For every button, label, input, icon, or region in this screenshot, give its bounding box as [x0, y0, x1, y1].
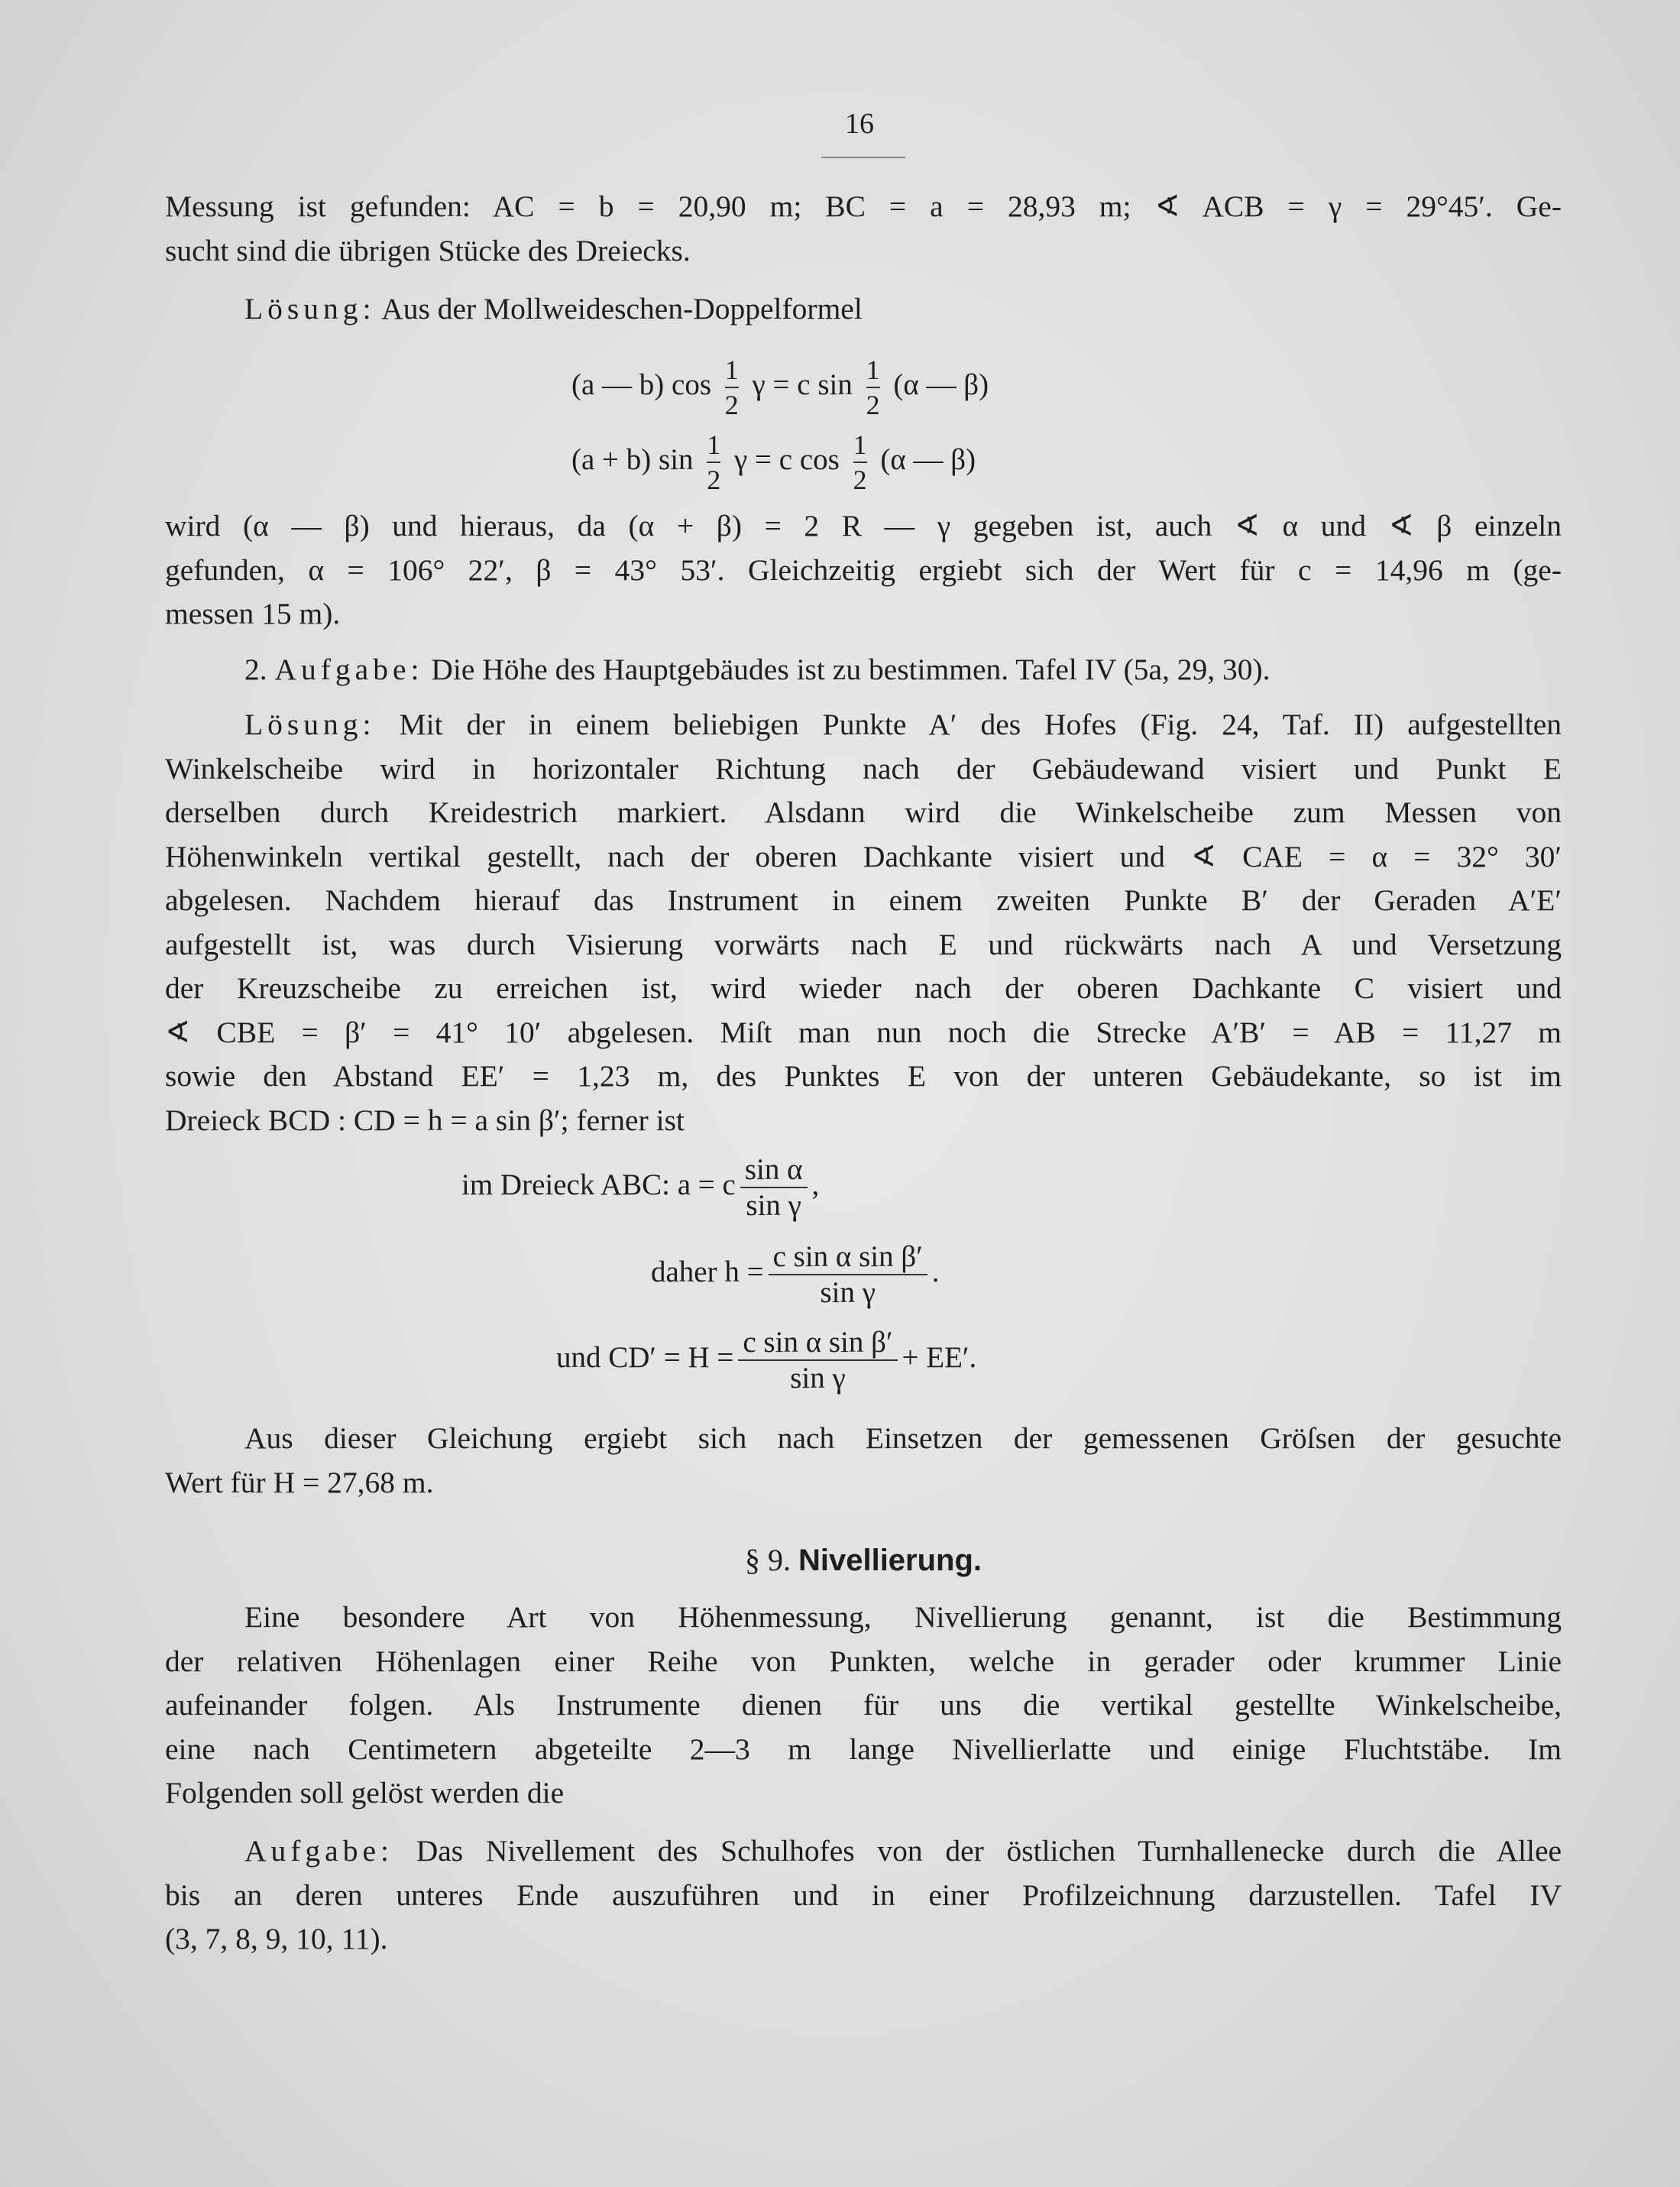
formula-term: (α — β)	[880, 442, 976, 476]
fraction-numerator: c sin α sin β′	[738, 1325, 897, 1361]
formula-term: γ = c sin	[752, 368, 853, 401]
text-line: messen 15 m).	[165, 597, 341, 630]
text-line: abgelesen. Nachdem hierauf das Instrument in einem zweiten Punkte B′ der Geraden A′E′	[165, 883, 1562, 917]
text-line: sowie den Abstand EE′ = 1,23 m, des Punktes E von der unteren Gebäudekante, so ist im	[165, 1059, 1562, 1093]
text-line: Dreieck BCD : CD = h = a sin β′; ferner ist	[165, 1103, 685, 1137]
formula-term: + EE′.	[902, 1340, 977, 1374]
fraction-denominator: sin γ	[790, 1362, 846, 1395]
text-line: Messung ist gefunden: AC = b = 20,90 m; BC = a = 28,93 m; ∢ ACB = γ = 29°45′. Ge-	[165, 190, 1562, 223]
text-line: Folgenden soll gelöst werden die	[165, 1776, 565, 1810]
fraction-numerator: sin α	[740, 1152, 808, 1188]
formula-term: ,	[811, 1168, 820, 1201]
after-formula-paragraph	[165, 504, 1562, 637]
text-line: der relativen Höhenlagen einer Reihe von Punkten, welche in gerader oder krummer Linie	[165, 1644, 1562, 1678]
formula-term: im Dreieck ABC: a = c	[461, 1168, 736, 1201]
loesung-text: Aus der Mollweideschen-Doppelformel	[381, 292, 863, 326]
text-line: gefunden, α = 106° 22′, β = 43° 53′. Gleichzeitig ergiebt sich der Wert für c = 14,96 m (ge-	[165, 552, 1562, 587]
half-fraction	[725, 353, 739, 422]
loesung-label: Lösung:	[244, 292, 376, 326]
fraction	[738, 1325, 897, 1395]
loesung-label: Lösung:	[244, 708, 376, 741]
formula-term: γ = c cos	[734, 442, 840, 476]
fraction-numerator: 1	[853, 428, 867, 463]
fraction-denominator: sin γ	[746, 1189, 801, 1222]
fraction-numerator: c sin α sin β′	[769, 1239, 927, 1275]
mollweide-formula-line-2	[571, 428, 976, 497]
text-line: (3, 7, 8, 9, 10, 11).	[165, 1922, 388, 1955]
nivellierung-paragraph	[165, 1596, 1562, 1816]
text-line: Eine besondere Art von Höhenmessung, Nivellierung genannt, ist die Bestimmung	[244, 1600, 1562, 1634]
text-line: bis an deren unteres Ende auszuführen und in einer Profilzeichnung darzustellen. Tafel IV	[165, 1878, 1562, 1912]
text-line: wird (α — β) und hieraus, da (α + β) = 2 R — γ gegeben ist, auch ∢ α und ∢ β einzeln	[165, 509, 1562, 543]
intro-paragraph	[165, 185, 1562, 273]
formula-term: daher h =	[651, 1255, 764, 1288]
section-heading	[165, 1542, 1562, 1578]
text-line: aufgestellt ist, was durch Visierung vorwärts nach E und rückwärts nach A und Versetzung	[165, 927, 1562, 961]
half-fraction	[866, 353, 880, 422]
formula-height-H	[556, 1325, 976, 1395]
conclusion-paragraph	[165, 1417, 1562, 1505]
text-line: Winkelscheibe wird in horizontaler Richtung nach der Gebäudewand visiert und Punkt E	[165, 751, 1562, 786]
fraction-denominator: 2	[724, 390, 739, 420]
text-line: Wert für H = 27,68 m.	[165, 1465, 434, 1499]
page-number: 16	[845, 108, 874, 140]
aufgabe-text: Die Höhe des Hauptgebäudes ist zu bestimmen. Tafel IV (5a, 29, 30).	[431, 653, 1271, 686]
fraction	[740, 1152, 808, 1223]
aufgabe-3-paragraph	[165, 1829, 1562, 1962]
text-line: Höhenwinkeln vertikal gestellt, nach der oberen Dachkante visiert und ∢ CAE = α = 32° 30′	[165, 839, 1562, 873]
fraction-numerator: 1	[866, 353, 880, 388]
fraction-numerator: 1	[725, 353, 739, 388]
loesung-paragraph-1	[165, 287, 1562, 332]
text-line	[165, 1829, 1562, 1874]
aufgabe-number: 2.	[244, 653, 267, 686]
aufgabe-text: Das Nivellement des Schulhofes von der östlichen Turnhallenecke durch die Allee	[416, 1834, 1562, 1868]
aufgabe-2-paragraph	[165, 648, 1562, 692]
fraction-denominator: 2	[866, 390, 880, 420]
aufgabe-label: Aufgabe:	[244, 1834, 393, 1868]
formula-term: .	[931, 1255, 940, 1288]
text-line: Aus dieser Gleichung ergiebt sich nach Einsetzen der gemessenen Gröſsen der gesuchte	[244, 1421, 1562, 1455]
half-fraction	[707, 428, 720, 497]
text-line: ∢ CBE = β′ = 41° 10′ abgelesen. Miſt man nun noch die Strecke A′B′ = AB = 11,27 m	[165, 1015, 1562, 1049]
formula-term: und CD′ = H =	[556, 1340, 734, 1374]
fraction-denominator: 2	[707, 465, 721, 495]
formula-triangle-abc	[461, 1152, 819, 1223]
section-number: § 9.	[744, 1543, 791, 1577]
text-line: aufeinander folgen. Als Instrumente dienen für uns die vertikal gestellte Winkelscheibe,	[165, 1688, 1562, 1722]
section-title: Nivellierung.	[798, 1544, 982, 1577]
formula-term: (a — b) cos	[571, 368, 712, 401]
page-number-rule	[821, 157, 905, 158]
fraction	[769, 1239, 927, 1310]
formula-term: (a + b) sin	[571, 442, 694, 476]
mollweide-formula-line-1	[571, 353, 989, 422]
fraction-denominator: sin γ	[820, 1276, 876, 1309]
text-line	[165, 703, 1562, 747]
fraction-numerator: 1	[707, 428, 720, 463]
loesung-text: Mit der in einem beliebigen Punkte A′ des Hofes (Fig. 24, Taf. II) aufgestellten	[399, 708, 1562, 741]
text-line: eine nach Centimetern abgeteilte 2—3 m lange Nivellierlatte und einige Fluchtstäbe. Im	[165, 1732, 1562, 1766]
fraction-denominator: 2	[853, 465, 867, 495]
half-fraction	[853, 428, 867, 497]
text-line: derselben durch Kreidestrich markiert. Alsdann wird die Winkelscheibe zum Messen von	[165, 795, 1562, 829]
formula-height-h	[651, 1239, 940, 1310]
formula-term: (α — β)	[893, 368, 989, 401]
aufgabe-label: Aufgabe:	[274, 653, 424, 686]
loesung-paragraph-2	[165, 703, 1562, 1142]
text-line: sucht sind die übrigen Stücke des Dreiecks.	[165, 233, 691, 267]
text-line: der Kreuzscheibe zu erreichen ist, wird wieder nach der oberen Dachkante C visiert und	[165, 971, 1562, 1005]
